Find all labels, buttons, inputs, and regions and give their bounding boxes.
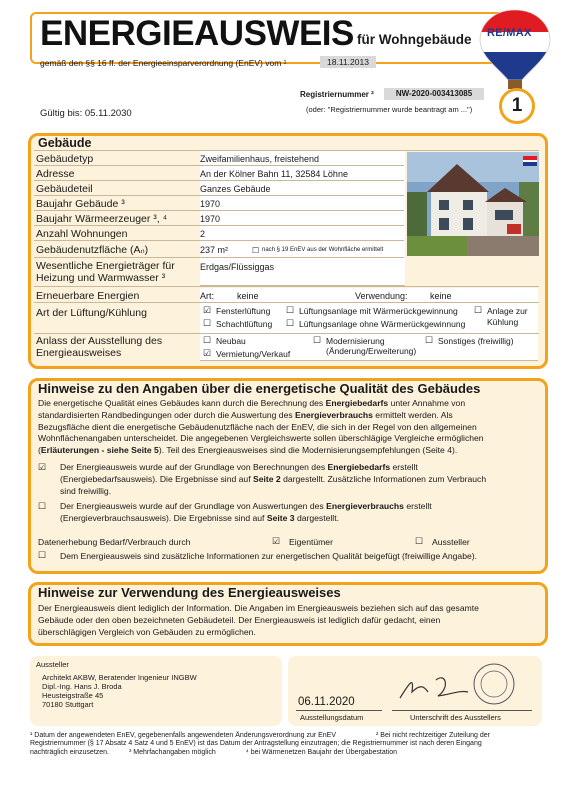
checkbox-shaft-ventilation: ☐	[203, 318, 212, 328]
issuer-line: Heusteigstraße 45	[42, 691, 104, 700]
notes-text: (Energiebedarfsausweis). Die Ergebnisse sind auf	[60, 473, 251, 484]
new-build-label: Neubau	[216, 336, 246, 346]
divider	[34, 225, 404, 226]
floor-area-note: nach § 19 EnEV aus der Wohnfläche ermittelt	[262, 247, 384, 253]
ventilation-label: Art der Lüftung/Kühlung	[36, 307, 147, 319]
notes-section-title: Hinweise zu den Angaben über die energetische Qualität des Gebäudes	[38, 381, 481, 396]
checkbox-issuer: ☐	[415, 536, 424, 546]
notes-text: unter Annahme von	[390, 398, 466, 408]
notes-text-bold: Energiebedarfs	[327, 462, 391, 472]
remax-balloon-logo	[478, 8, 552, 90]
owner-label: Eigentümer	[289, 537, 333, 547]
notes-text: (	[38, 445, 41, 456]
ventilation-with-recovery-label: Lüftungsanlage mit Wärmerückgewinnung	[299, 306, 458, 316]
checkbox-demand-certificate: ☑	[38, 462, 47, 472]
signature-label: Unterschrift des Ausstellers	[410, 713, 501, 722]
energy-carrier-label-2: Heizung und Warmwasser ³	[36, 272, 166, 284]
address-value: An der Kölner Bahn 11, 32584 Löhne	[200, 169, 348, 179]
apartments-value: 2	[200, 229, 206, 239]
divider	[34, 210, 404, 211]
document-subtitle: für Wohngebäude	[357, 32, 472, 47]
notes-text: dargestellt.	[296, 512, 339, 523]
footnote: ² Bei nicht rechtzeitiger Zuteilung der	[376, 732, 491, 739]
signature-stamp	[390, 662, 530, 710]
floor-area-checkbox: ☐	[252, 246, 260, 255]
notes-text: standardisierten Randbedingungen oder durch die Auswertung des	[38, 409, 293, 420]
other-label: Sonstiges (freiwillig)	[438, 336, 514, 346]
notes-intro	[38, 398, 534, 457]
notes-text-bold: Seite 2	[253, 473, 281, 484]
logo-text: RE/MAX	[487, 27, 532, 39]
legal-basis: gemäß den §§ 16 ff. der Energieeinsparverordnung (EnEV) vom ¹	[40, 58, 287, 68]
reason-label-1: Anlass der Ausstellung des	[36, 335, 163, 347]
notes-text-bold: Energiebedarfs	[325, 398, 389, 408]
notes-text: ). Teil des Energieausweises sind die Modernisierungsempfehlungen (Seite 4).	[158, 445, 458, 456]
footnote: Registriernummer (§ 17 Absatz 4 Satz 4 und 5 EnEV) ist das Datum der Antragstellung einzutragen; die Registriernummer ist nach deren Eingang	[30, 740, 482, 748]
checkbox-owner: ☑	[272, 536, 281, 546]
modernization-label-2: (Änderung/Erweiterung)	[326, 346, 417, 356]
cooling-label: Anlage zur	[487, 306, 528, 316]
consumption-certificate-text	[60, 501, 535, 525]
renewable-use-value: keine	[430, 291, 452, 301]
extra-info-label: Dem Energieausweis sind zusätzliche Informationen zur energetischen Qualität beigefügt (freiwillige Angabe).	[60, 551, 478, 561]
address-label: Adresse	[36, 168, 75, 180]
issuer-line: 70180 Stuttgart	[42, 700, 94, 709]
modernization-label: Modernisierung	[326, 336, 385, 346]
checkbox-new-build: ☐	[203, 335, 212, 345]
issue-date-label: Ausstellungsdatum	[300, 713, 364, 722]
issuer-heading: Aussteller	[36, 660, 69, 669]
notes-text: Der Energieausweis wurde auf der Grundlage von Berechnungen des	[60, 462, 326, 472]
notes-text-bold: Energieverbrauchs	[295, 409, 373, 420]
divider	[34, 286, 539, 287]
checkbox-rent-sale: ☑	[203, 348, 212, 358]
checkbox-ventilation-with-recovery: ☐	[286, 305, 295, 315]
notes-text: Wohnflächenangaben unterscheidet. Die angegebenen Vergleichswerte sollen überschlägige Vergleiche ermöglichen	[38, 433, 484, 444]
shaft-ventilation-label: Schachtlüftung	[216, 319, 273, 329]
notes-text: erstellt	[406, 501, 432, 511]
usage-line: Gebäude oder den oben bezeichneten Gebäudeteil. Der Energieausweis ist lediglich dafür gedacht, einen	[38, 614, 441, 625]
divider	[34, 195, 404, 196]
footnote: nachträglich einzusetzen.	[30, 748, 109, 756]
ventilation-without-recovery-label: Lüftungsanlage ohne Wärmerückgewinnung	[299, 319, 466, 329]
divider	[34, 180, 404, 181]
heater-year-value: 1970	[200, 214, 221, 224]
checkbox-consumption-certificate: ☐	[38, 501, 47, 511]
usage-line: überschlägigen Vergleich von Gebäuden zu ermöglichen.	[38, 626, 256, 637]
renewable-type-value: keine	[237, 291, 259, 301]
renewable-use-label: Verwendung:	[355, 291, 408, 301]
renewable-label: Erneuerbare Energien	[36, 290, 140, 302]
issuer-line: Dipl.-Ing. Hans J. Broda	[42, 682, 122, 691]
year-built-value: 1970	[200, 199, 221, 209]
issuer-line: Architekt AKBW, Beratender Ingenieur INGBW	[42, 673, 197, 682]
divider	[34, 333, 539, 334]
usage-line: Der Energieausweis dient lediglich der Information. Die Angaben im Energieausweis beziehen sich auf das gesamte	[38, 603, 479, 613]
notes-text: dargestellt. Zusätzliche Informationen zum Verbrauch	[283, 473, 487, 484]
notes-text: sind freiwillig.	[60, 485, 112, 496]
notes-text-bold: Energieverbrauchs	[326, 501, 404, 511]
data-collection-label: Datenerhebung Bedarf/Verbrauch durch	[38, 537, 191, 547]
divider	[34, 240, 404, 241]
valid-until: Gültig bis: 05.11.2030	[40, 108, 132, 119]
building-part-label: Gebäudeteil	[36, 183, 93, 195]
checkbox-modernization: ☐	[313, 335, 322, 345]
footnotes	[30, 732, 540, 757]
divider	[34, 302, 539, 303]
notes-text: (Energieverbrauchsausweis). Die Ergebnisse sind auf	[60, 512, 265, 523]
issuer-address	[42, 673, 197, 709]
notes-text: Bezugsfläche dient die energetische Gebäudenutzfläche nach der EnEV, die sich in der Regel von den allgemeinen	[38, 421, 477, 432]
notes-text: ermittelt werden. Als	[375, 409, 453, 420]
floor-area-label: Gebäudenutzfläche (Aₙ)	[36, 244, 149, 256]
issuer-label: Aussteller	[432, 537, 470, 547]
registration-number: NW-2020-003413085	[384, 88, 484, 100]
checkbox-window-ventilation: ☑	[203, 305, 212, 315]
divider	[34, 257, 404, 258]
energy-carrier-label-1: Wesentliche Energieträger für	[36, 260, 175, 272]
notes-text: Der Energieausweis wurde auf der Grundlage von Auswertungen des	[60, 501, 324, 511]
building-section-title: Gebäude	[38, 136, 92, 150]
renewable-type-label: Art:	[200, 291, 215, 301]
page-number-badge: 1	[499, 88, 535, 124]
notes-text: Die energetische Qualität eines Gebäudes kann durch die Berechnung des	[38, 398, 324, 408]
registration-label: Registriernummer ²	[300, 90, 374, 99]
building-type-label: Gebäudetyp	[36, 153, 94, 165]
building-type-value: Zweifamilienhaus, freistehend	[200, 154, 320, 164]
notes-text-bold: Seite 3	[266, 512, 295, 523]
window-ventilation-label: Fensterlüftung	[216, 306, 271, 316]
building-part-value: Ganzes Gebäude	[200, 184, 271, 194]
registration-note: (oder: "Registriernummer wurde beantragt am ...")	[306, 105, 473, 114]
usage-text	[38, 603, 534, 638]
reason-label-2: Energieausweises	[36, 347, 122, 359]
floor-area-value: 237 m²	[200, 245, 229, 255]
document-title: ENERGIEAUSWEIS	[40, 14, 354, 53]
footnote: ¹ Datum der angewendeten EnEV, gegebenenfalls angewendeten Änderungsverordnung zur EnEV	[30, 732, 337, 739]
apartments-label: Anzahl Wohnungen	[36, 228, 128, 240]
signature-line	[392, 710, 532, 711]
building-photo	[407, 152, 539, 256]
notes-text: erstellt	[392, 462, 418, 472]
checkbox-ventilation-without-recovery: ☐	[286, 318, 295, 328]
heater-year-label: Baujahr Wärmeerzeuger ³, ⁴	[36, 213, 168, 225]
rent-sale-label: Vermietung/Verkauf	[216, 349, 291, 359]
year-built-label: Baujahr Gebäude ³	[36, 198, 125, 210]
checkbox-extra-info: ☐	[38, 550, 47, 560]
issue-date: 06.11.2020	[298, 696, 355, 708]
notes-text-bold: Erläuterungen - siehe Seite 5	[40, 445, 159, 456]
energy-carrier-value: Erdgas/Flüssiggas	[200, 262, 275, 272]
usage-section-title: Hinweise zur Verwendung des Energieausweises	[38, 585, 341, 600]
date-line	[296, 710, 382, 711]
enev-date: 18.11.2013	[320, 56, 376, 68]
checkbox-cooling: ☐	[474, 305, 483, 315]
cooling-label-2: Kühlung	[487, 317, 519, 327]
divider	[34, 165, 404, 166]
demand-certificate-text	[60, 462, 535, 497]
footnote: ⁴ bei Wärmenetzen Baujahr der Übergabestation	[245, 748, 398, 756]
checkbox-other: ☐	[425, 335, 434, 345]
footnote: ³ Mehrfachangaben möglich	[129, 748, 216, 756]
